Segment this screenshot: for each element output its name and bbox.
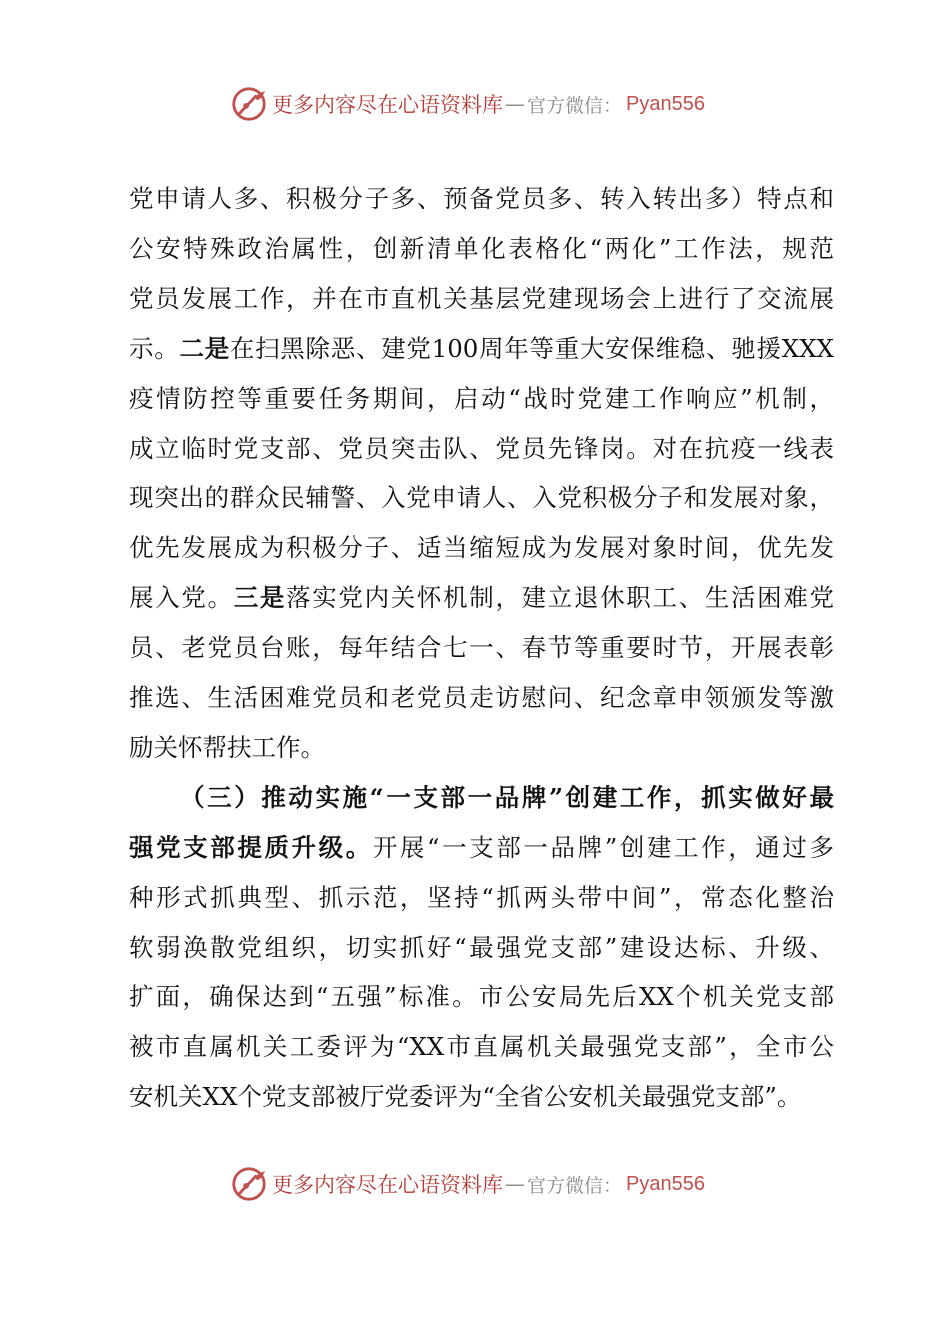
text-segment: 疫情防控等重要任务期间，启动“战时党建工作响应”机制， — [129, 384, 834, 413]
text-segment: 优先发展成为积极分子、适当缩短成为发展对象时间，优先发 — [129, 533, 834, 562]
banner-wechat-id: Pyan556 — [626, 92, 705, 115]
banner-separator: — — [505, 1172, 525, 1196]
quill-pen-logo-icon — [230, 85, 268, 123]
text-line — [129, 830, 834, 866]
banner-wechat-id: Pyan556 — [626, 1172, 705, 1195]
text-line — [129, 1079, 834, 1115]
banner-wechat-label: 官方微信： — [527, 1174, 623, 1197]
banner-wechat-label: 官方微信： — [527, 94, 623, 117]
text-segment: 扩面，确保达到“五强”标准。市公安局先后XX个机关党支部 — [129, 982, 834, 1011]
text-line — [129, 480, 834, 516]
text-segment: 在扫黑除恶、建党100周年等重大安保维稳、驰援XXX — [229, 334, 835, 363]
text-line — [129, 730, 834, 766]
text-line — [129, 580, 834, 616]
text-line — [129, 431, 834, 467]
text-line — [129, 381, 834, 417]
text-line — [129, 281, 834, 317]
bold-text-segment: 强党支部提质升级。 — [129, 833, 373, 862]
text-segment: 励关怀帮扶工作。 — [129, 733, 325, 762]
text-segment: 员、老党员台账，每年结合七一、春节等重要时节，开展表彰 — [129, 633, 834, 662]
text-line — [129, 680, 834, 716]
text-segment: 现突出的群众民辅警、入党申请人、入党积极分子和发展对象， — [129, 483, 834, 512]
text-segment: 示。 — [129, 334, 180, 363]
text-line — [129, 231, 834, 267]
text-line — [180, 780, 834, 816]
text-line — [129, 880, 834, 916]
bold-text-segment: 三是 — [233, 583, 287, 612]
bold-text-segment: （三）推动实施“一支部一品牌”创建工作，抓实做好最 — [180, 783, 834, 812]
text-segment: 公安特殊政治属性，创新清单化表格化“两化”工作法，规范 — [129, 234, 834, 263]
text-segment: 推选、生活困难党员和老党员走访慰问、纪念章申领颁发等激 — [129, 683, 834, 712]
text-segment: 落实党内关怀机制，建立退休职工、生活困难党 — [286, 583, 835, 612]
banner-brand-text: 更多内容尽在心语资料库 — [272, 1173, 503, 1197]
text-segment: 开展“一支部一品牌”创建工作，通过多 — [372, 833, 834, 862]
footer-banner — [230, 1162, 705, 1206]
text-segment: 党申请人多、积极分子多、预备党员多、转入转出多）特点和 — [129, 184, 834, 213]
text-line — [129, 1029, 834, 1065]
text-segment: 种形式抓典型、抓示范，坚持“抓两头带中间”，常态化整治 — [129, 883, 834, 912]
text-segment: 展入党。 — [129, 583, 234, 612]
text-line — [129, 331, 834, 367]
text-segment: 党员发展工作，并在市直机关基层党建现场会上进行了交流展 — [129, 284, 834, 313]
text-line — [129, 530, 834, 566]
text-line — [129, 979, 834, 1015]
text-segment: 安机关XX个党支部被厅党委评为“全省公安机关最强党支部”。 — [129, 1082, 802, 1111]
banner-separator: — — [505, 92, 525, 116]
header-banner — [230, 82, 705, 126]
text-segment: 被市直属机关工委评为“XX市直属机关最强党支部”，全市公 — [129, 1032, 834, 1061]
text-segment: 成立临时党支部、党员突击队、党员先锋岗。对在抗疫一线表 — [129, 434, 834, 463]
bold-text-segment: 二是 — [179, 334, 230, 363]
quill-pen-logo-icon — [230, 1165, 268, 1203]
text-line — [129, 181, 834, 217]
banner-brand-text: 更多内容尽在心语资料库 — [272, 93, 503, 117]
text-line — [129, 930, 834, 966]
text-line — [129, 630, 834, 666]
text-segment: 软弱涣散党组织，切实抓好“最强党支部”建设达标、升级、 — [129, 933, 834, 962]
